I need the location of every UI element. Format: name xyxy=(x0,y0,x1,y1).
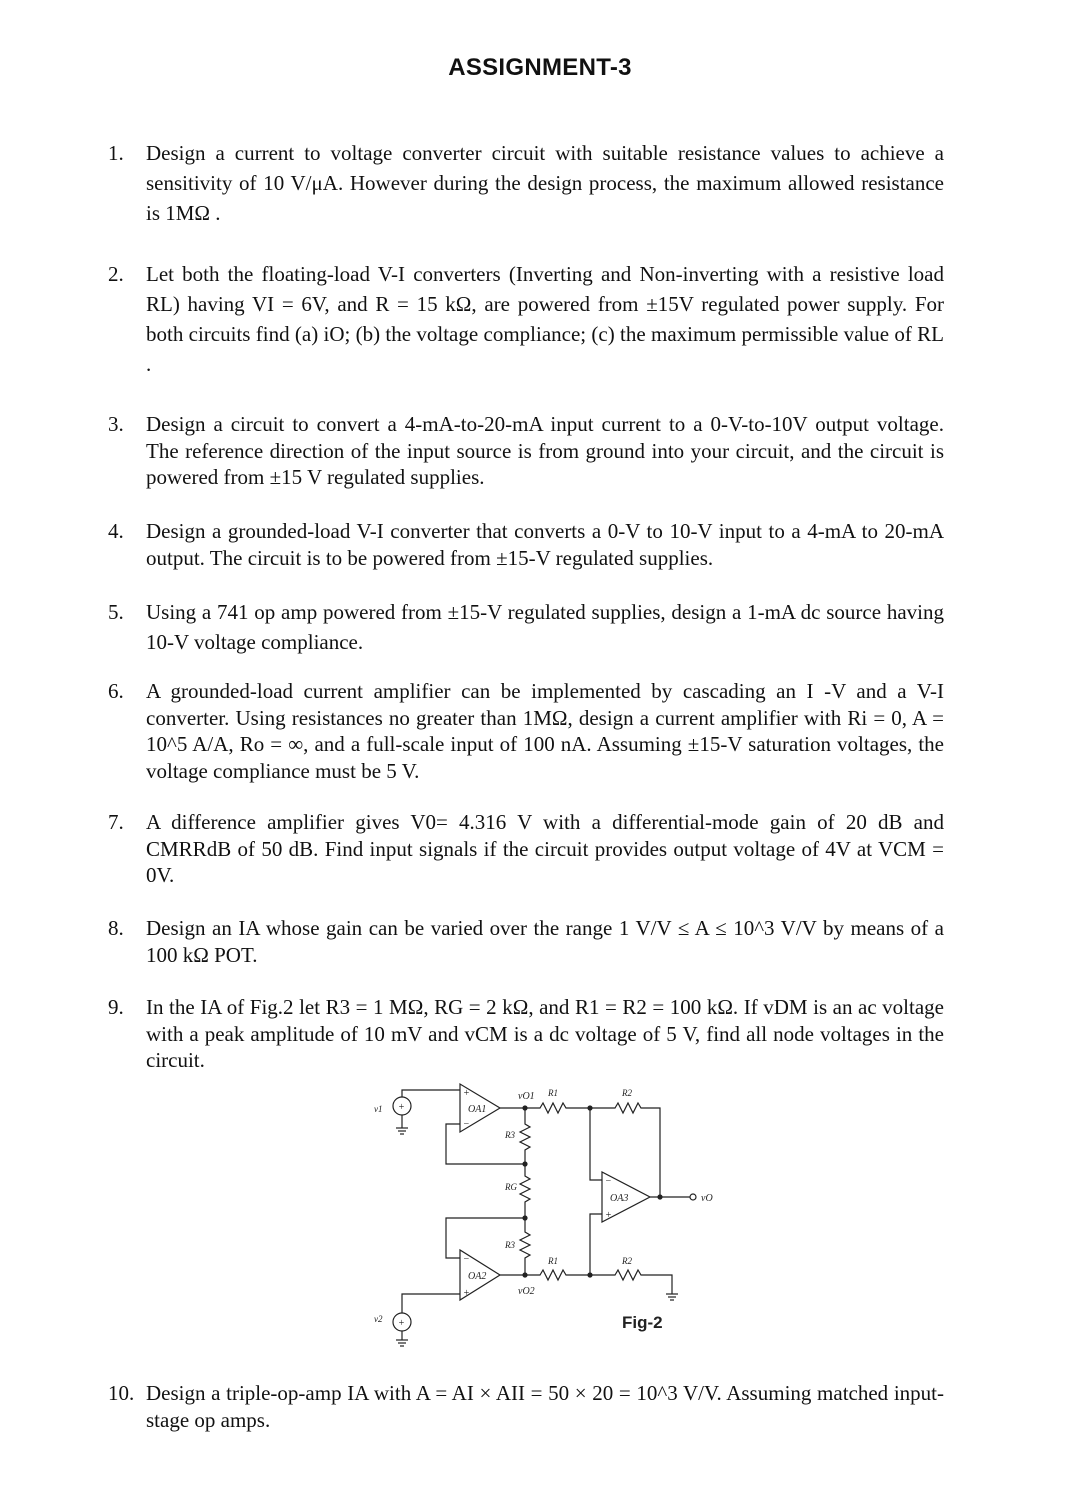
r1-bottom-label: R1 xyxy=(548,1256,558,1266)
wire xyxy=(590,1108,602,1180)
question-number: 4. xyxy=(108,519,124,543)
vo2-label: vO2 xyxy=(518,1286,535,1297)
question-3 xyxy=(108,411,944,491)
resistor-r3-bottom xyxy=(520,1218,530,1275)
question-5 xyxy=(108,597,944,657)
vo-label: vO xyxy=(701,1193,713,1204)
oa2-plus: + xyxy=(463,1288,470,1299)
oa2-minus: − xyxy=(463,1254,470,1265)
node xyxy=(658,1195,662,1199)
oa3-label: OA3 xyxy=(610,1193,629,1204)
source-v1-plus: + xyxy=(398,1102,405,1113)
resistor-rg xyxy=(520,1164,530,1218)
resistor-r1-top xyxy=(525,1103,590,1113)
resistor-r2-top xyxy=(590,1103,660,1197)
resistor-r3-top xyxy=(520,1108,530,1164)
question-1 xyxy=(108,138,944,228)
question-7 xyxy=(108,809,944,889)
v1-label: v1 xyxy=(374,1104,383,1114)
question-text: Design a circuit to convert a 4-mA-to-20-mA input current to a 0-V-to-10V output voltage. The reference direction of the input source is from ground into your circuit, and the circuit is powered from ±15 V regulated supplies. xyxy=(146,412,944,489)
question-text: Design a triple-op-amp IA with A = AI × AII = 50 × 20 = 10^3 V/V. Assuming matched input-stage op amps. xyxy=(146,1381,944,1432)
r2-bottom-label: R2 xyxy=(622,1256,632,1266)
source-v2-plus: + xyxy=(398,1318,405,1329)
oa1-minus: − xyxy=(463,1119,470,1130)
output-terminal xyxy=(690,1194,696,1200)
question-number: 7. xyxy=(108,810,124,834)
question-number: 8. xyxy=(108,916,124,940)
wire xyxy=(590,1214,602,1275)
wire xyxy=(446,1218,525,1258)
question-6 xyxy=(108,678,944,784)
question-text: Design a current to voltage converter circuit with suitable resistance values to achieve a sensitivity of 10 V/μA. However during the design process, the maximum allowed resistance is 1MΩ . xyxy=(146,141,944,225)
question-number: 2. xyxy=(108,262,124,286)
question-4 xyxy=(108,518,944,571)
question-number: 10. xyxy=(108,1381,135,1405)
question-text: In the IA of Fig.2 let R3 = 1 MΩ, RG = 2 kΩ, and R1 = R2 = 100 kΩ. If vDM is an ac voltage with a peak amplitude of 10 mV and vCM is a dc voltage of 5 V, find all node voltages in the circuit. xyxy=(146,995,944,1072)
rg-label: RG xyxy=(505,1182,517,1192)
r3-bottom-label: R3 xyxy=(505,1240,515,1250)
figure-2-instrumentation-amplifier xyxy=(360,1072,730,1354)
v2-label: v2 xyxy=(374,1314,383,1324)
question-number: 1. xyxy=(108,141,124,165)
question-text: A grounded-load current amplifier can be implemented by cascading an I -V and a V-I converter. Using resistances no greater than 1MΩ, design a current amplifier with Ri = 0, A = 10^5 A/A, Ro = ∞, and a full-scale input of 100 nA. Assuming ±15-V saturation voltages, the voltage compliance must be 5 V. xyxy=(146,679,944,783)
wire xyxy=(402,1294,460,1313)
resistor-r1-bottom xyxy=(525,1270,590,1280)
question-text: Design an IA whose gain can be varied over the range 1 V/V ≤ A ≤ 10^3 V/V by means of a 100 kΩ POT. xyxy=(146,916,944,967)
figure-caption: Fig-2 xyxy=(622,1313,663,1332)
question-9 xyxy=(108,994,944,1074)
oa1-plus: + xyxy=(463,1088,470,1099)
question-8 xyxy=(108,915,944,968)
r3-top-label: R3 xyxy=(505,1130,515,1140)
oa2-label: OA2 xyxy=(468,1271,487,1282)
resistor-r2-bottom xyxy=(590,1270,672,1294)
vo1-label: vO1 xyxy=(518,1091,535,1102)
oa3-minus: − xyxy=(605,1176,612,1187)
page-title: ASSIGNMENT-3 xyxy=(448,54,632,81)
oa3-plus: + xyxy=(605,1210,612,1221)
question-text: Using a 741 op amp powered from ±15-V regulated supplies, design a 1-mA dc source having 10-V voltage compliance. xyxy=(146,600,944,654)
r2-top-label: R2 xyxy=(622,1088,632,1098)
question-10 xyxy=(108,1380,944,1433)
r1-top-label: R1 xyxy=(548,1088,558,1098)
question-text: Let both the floating-load V-I converters (Inverting and Non-inverting with a resistive load RL) having VI = 6V, and R = 15 kΩ, are powered from ±15V regulated power supply. For both circuits find (a) iO; (b) the voltage compliance; (c) the maximum permissible value of RL . xyxy=(146,262,944,376)
oa1-label: OA1 xyxy=(468,1104,487,1115)
wire xyxy=(402,1090,460,1097)
question-text: A difference amplifier gives V0= 4.316 V with a differential-mode gain of 20 dB and CMRRdB of 50 dB. Find input signals if the circuit provides output voltage of 4V at VCM = 0V. xyxy=(146,810,944,887)
question-number: 9. xyxy=(108,995,124,1019)
question-number: 3. xyxy=(108,412,124,436)
question-text: Design a grounded-load V-I converter that converts a 0-V to 10-V input to a 4-mA to 20-mA output. The circuit is to be powered from ±15-V regulated supplies. xyxy=(146,519,944,570)
question-number: 5. xyxy=(108,600,124,624)
question-2 xyxy=(108,259,944,379)
question-number: 6. xyxy=(108,679,124,703)
